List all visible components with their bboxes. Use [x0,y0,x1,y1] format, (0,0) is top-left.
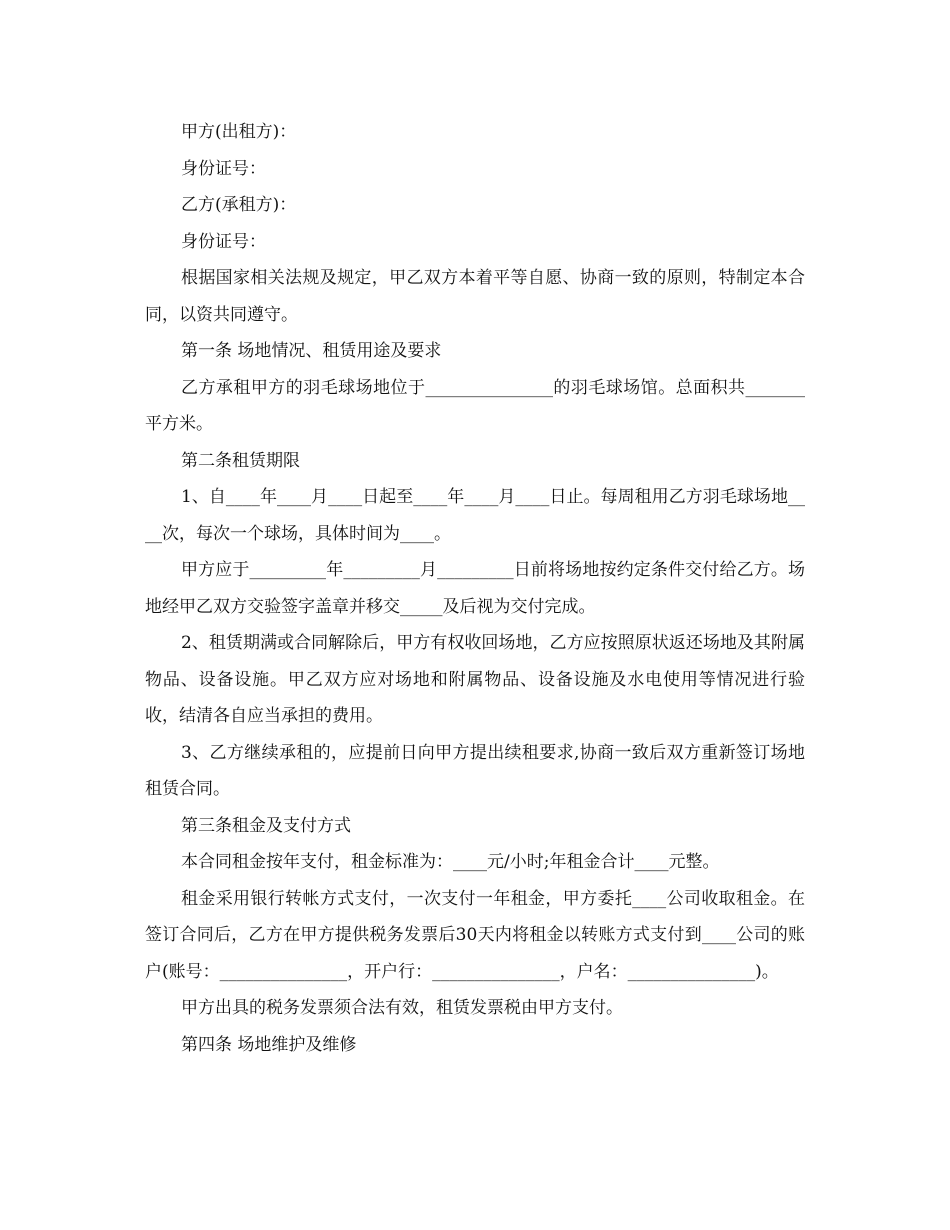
article-3-payment-method: 租金采用银行转帐方式支付，一次支付一年租金，甲方委托____公司收取租金。在签订合同后，乙方在甲方提供税务发票后30天内将租金以转账方式支付到____公司的账户(账号：_______________，开户行：_______________，户名：_______________)。 [145,888,805,982]
article-2-heading: 第二条租赁期限 [181,450,300,471]
party-b-id-label: 身份证号： [181,231,266,252]
article-3-heading: 第三条租金及支付方式 [181,815,351,836]
article-3-rent-standard: 本合同租金按年支付，租金标准为：____元/小时;年租金合计____元整。 [181,852,720,872]
party-a-label: 甲方(出租方)： [181,122,297,142]
article-3-invoice-paragraph: 甲方出具的税务发票须合法有效，租赁发票税由甲方支付。 [181,998,623,1018]
document-body [145,114,805,1063]
article-2-clause-2: 2、租赁期满或合同解除后，甲方有权收回场地，乙方应按照原状返还场地及其附属物品、设备设施。甲乙双方应对场地和附属物品、设备设施及水电使用等情况进行验收，结清各自应当承担的费用。 [145,633,805,726]
party-b-label: 乙方(承租方)： [181,195,297,215]
article-4-heading: 第四条 场地维护及维修 [181,1034,357,1055]
article-2-delivery-paragraph: 甲方应于_________年_________月_________日前将场地按约定条件交付给乙方。场地经甲乙双方交验签字盖章并移交_____及后视为交付完成。 [145,560,805,617]
article-2-clause-1: 1、自____年____月____日起至____年____月____日止。每周租用乙方羽毛球场地____次，每次一个球场，具体时间为____。 [145,487,805,544]
preamble-paragraph: 根据国家相关法规及规定，甲乙双方本着平等自愿、协商一致的原则，特制定本合同，以资共同遵守。 [145,268,805,325]
article-1-paragraph: 乙方承租甲方的羽毛球场地位于_______________的羽毛球场馆。总面积共_______平方米。 [145,377,805,434]
article-1-heading: 第一条 场地情况、租赁用途及要求 [181,341,442,361]
party-a-id-label: 身份证号： [181,158,266,179]
article-2-clause-3: 3、乙方继续承租的，应提前日向甲方提出续租要求,协商一致后双方重新签订场地租赁合同。 [145,742,805,799]
